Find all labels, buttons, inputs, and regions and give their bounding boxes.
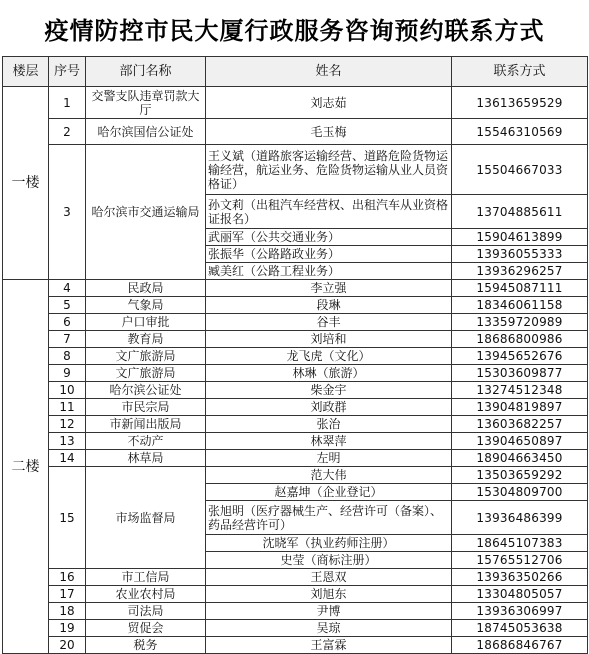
name-cell: 刘旭东 (206, 586, 452, 603)
row-number: 17 (49, 586, 86, 603)
table-row (3, 399, 588, 416)
row-number: 20 (49, 637, 86, 654)
name-cell: 段琳 (206, 297, 452, 314)
table-row (3, 433, 588, 450)
header-name: 姓名 (206, 57, 452, 87)
phone-cell: 15303609877 (452, 365, 588, 382)
name-cell: 张振华（公路路政业务） (206, 246, 452, 263)
row-number: 4 (49, 280, 86, 297)
name-cell: 王富霖 (206, 637, 452, 654)
name-cell: 尹博 (206, 603, 452, 620)
floor-cell: 二楼 (3, 280, 49, 654)
name-cell: 毛玉梅 (206, 119, 452, 145)
phone-cell: 13304805057 (452, 586, 588, 603)
table-row (3, 467, 588, 484)
row-number: 18 (49, 603, 86, 620)
row-number: 11 (49, 399, 86, 416)
department-cell: 文广旅游局 (86, 348, 206, 365)
row-number: 13 (49, 433, 86, 450)
table-row (3, 314, 588, 331)
page-title: 疫情防控市民大厦行政服务咨询预约联系方式 (44, 15, 545, 45)
name-cell: 史莹（商标注册） (206, 552, 452, 569)
department-cell: 市场监督局 (86, 467, 206, 569)
name-cell: 张治 (206, 416, 452, 433)
phone-cell: 18904663450 (452, 450, 588, 467)
department-cell: 市工信局 (86, 569, 206, 586)
phone-cell: 13936296257 (452, 263, 588, 280)
phone-cell: 13904650897 (452, 433, 588, 450)
phone-cell: 18686800986 (452, 331, 588, 348)
name-cell: 李立强 (206, 280, 452, 297)
phone-cell: 18745053638 (452, 620, 588, 637)
name-cell: 张旭明（医疗器械生产、经营许可（备案）、药品经营许可） (206, 501, 452, 535)
department-cell: 民政局 (86, 280, 206, 297)
name-cell: 臧美红（公路工程业务） (206, 263, 452, 280)
phone-cell: 13936350266 (452, 569, 588, 586)
table-row (3, 331, 588, 348)
row-number: 15 (49, 467, 86, 569)
table-header-row (3, 57, 588, 87)
row-number: 9 (49, 365, 86, 382)
department-cell: 贸促会 (86, 620, 206, 637)
phone-cell: 13359720989 (452, 314, 588, 331)
table-row (3, 348, 588, 365)
header-contact: 联系方式 (452, 57, 588, 87)
phone-cell: 13936306997 (452, 603, 588, 620)
table-row (3, 365, 588, 382)
row-number: 10 (49, 382, 86, 399)
phone-cell: 15904613899 (452, 229, 588, 246)
table-row (3, 603, 588, 620)
row-number: 2 (49, 119, 86, 145)
department-cell: 文广旅游局 (86, 365, 206, 382)
phone-cell: 13945652676 (452, 348, 588, 365)
phone-cell: 18346061158 (452, 297, 588, 314)
row-number: 3 (49, 145, 86, 280)
department-cell: 教育局 (86, 331, 206, 348)
department-cell: 不动产 (86, 433, 206, 450)
phone-cell: 13704885611 (452, 195, 588, 229)
phone-cell: 15304809700 (452, 484, 588, 501)
name-cell: 刘政群 (206, 399, 452, 416)
phone-cell: 13936486399 (452, 501, 588, 535)
name-cell: 林翠萍 (206, 433, 452, 450)
phone-cell: 13274512348 (452, 382, 588, 399)
row-number: 8 (49, 348, 86, 365)
department-cell: 市新闻出版局 (86, 416, 206, 433)
table-row (3, 382, 588, 399)
header-floor: 楼层 (3, 57, 49, 87)
department-cell: 税务 (86, 637, 206, 654)
phone-cell: 15765512706 (452, 552, 588, 569)
header-department: 部门名称 (86, 57, 206, 87)
name-cell: 王义斌（道路旅客运输经营、道路危险货物运输经营，航运业务、危险货物运输从业人员资格证） (206, 145, 452, 195)
phone-cell: 13503659292 (452, 467, 588, 484)
table-row (3, 620, 588, 637)
phone-cell: 13936055333 (452, 246, 588, 263)
table-row (3, 280, 588, 297)
name-cell: 赵嘉坤（企业登记） (206, 484, 452, 501)
header-number: 序号 (49, 57, 86, 87)
department-cell: 户口审批 (86, 314, 206, 331)
row-number: 12 (49, 416, 86, 433)
table-row (3, 145, 588, 195)
phone-cell: 18645107383 (452, 535, 588, 552)
department-cell: 林草局 (86, 450, 206, 467)
row-number: 7 (49, 331, 86, 348)
row-number: 14 (49, 450, 86, 467)
table-row (3, 119, 588, 145)
department-cell: 气象局 (86, 297, 206, 314)
name-cell: 范大伟 (206, 467, 452, 484)
department-cell: 哈尔滨国信公证处 (86, 119, 206, 145)
phone-cell: 13904819897 (452, 399, 588, 416)
department-cell: 哈尔滨公证处 (86, 382, 206, 399)
name-cell: 柴金宇 (206, 382, 452, 399)
phone-cell: 13603682257 (452, 416, 588, 433)
phone-cell: 15945087111 (452, 280, 588, 297)
department-cell: 农业农村局 (86, 586, 206, 603)
phone-cell: 15546310569 (452, 119, 588, 145)
row-number: 16 (49, 569, 86, 586)
name-cell: 孙文莉（出租汽车经营权、出租汽车从业资格证报名） (206, 195, 452, 229)
table-row (3, 450, 588, 467)
name-cell: 武丽军（公共交通业务） (206, 229, 452, 246)
row-number: 6 (49, 314, 86, 331)
row-number: 19 (49, 620, 86, 637)
table-row (3, 416, 588, 433)
name-cell: 沈晓军（执业药师注册） (206, 535, 452, 552)
row-number: 5 (49, 297, 86, 314)
name-cell: 龙飞虎（文化） (206, 348, 452, 365)
name-cell: 刘志茹 (206, 87, 452, 119)
table-row (3, 297, 588, 314)
row-number: 1 (49, 87, 86, 119)
name-cell: 左明 (206, 450, 452, 467)
phone-cell: 18686846767 (452, 637, 588, 654)
name-cell: 王恩双 (206, 569, 452, 586)
name-cell: 林琳（旅游） (206, 365, 452, 382)
phone-cell: 15504667033 (452, 145, 588, 195)
department-cell: 哈尔滨市交通运输局 (86, 145, 206, 280)
department-cell: 市民宗局 (86, 399, 206, 416)
table-row (3, 586, 588, 603)
phone-cell: 13613659529 (452, 87, 588, 119)
name-cell: 谷丰 (206, 314, 452, 331)
table-row (3, 569, 588, 586)
table-row (3, 87, 588, 119)
contact-table (2, 56, 588, 654)
department-cell: 交警支队违章罚款大厅 (86, 87, 206, 119)
name-cell: 刘培和 (206, 331, 452, 348)
name-cell: 吴琼 (206, 620, 452, 637)
table-row (3, 637, 588, 654)
department-cell: 司法局 (86, 603, 206, 620)
floor-cell: 一楼 (3, 87, 49, 280)
